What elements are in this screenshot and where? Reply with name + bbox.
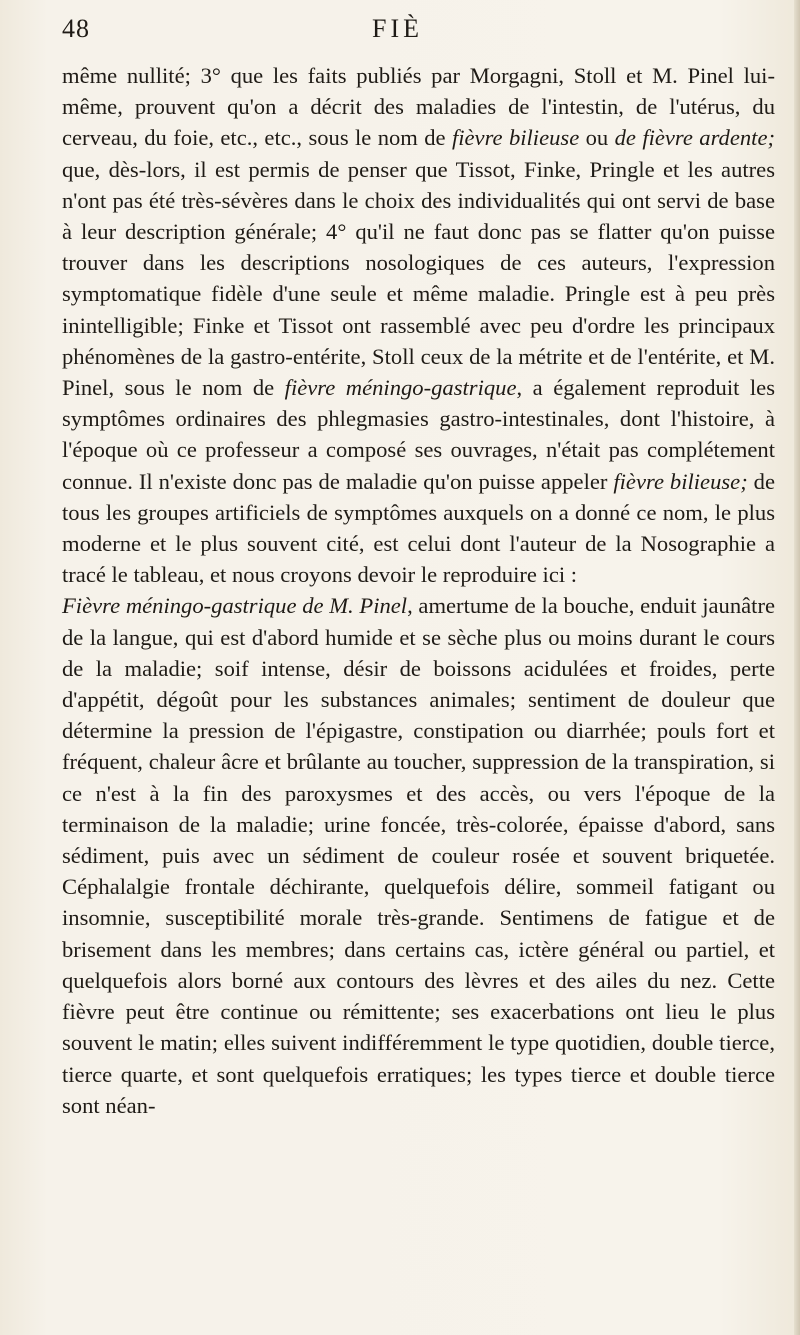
text-run: même nullité; 3° que les faits publiés par Morgagni, Stoll et M. Pinel lui-même, prouvent qu'on a décrit des maladies de l'intestin, de l'utérus, du cerveau, du foie, etc., etc., sous le nom de	[62, 63, 775, 151]
italic-term: fièvre méningo-gastrique	[284, 375, 517, 401]
italic-term: Fièvre méningo-gastrique de M. Pinel	[62, 593, 408, 619]
page-edge-shadow	[794, 0, 800, 1335]
text-run: que, dès-lors, il est permis de penser que Tissot, Finke, Pringle et les autres n'ont pas été très-sévères dans le choix des individualités qui ont servi de base à leur description générale; 4° qu'il ne faut donc pas se flatter qu'on puisse trouver dans les descriptions nosologiques de ces auteurs, l'expression symptomatique fidèle d'une seule et même maladie. Pringle est à peu près inintelligible; Finke et Tissot ont rassemblé avec peu d'ordre les principaux phénomènes de la gastro-entérite, Stoll ceux de la métrite et de l'entérite, et M. Pinel, sous le nom de	[62, 156, 775, 401]
italic-term: fièvre bilieuse	[451, 125, 580, 151]
text-run: ou	[579, 125, 615, 151]
page-number: 48	[62, 14, 90, 43]
text-run: , a également reproduit les symptômes ordinaires des phlegmasies gastro-intestinales, dont l'histoire, à l'époque où ce professeur a composé ses ouvrages, n'était pas complétement connue. Il n'existe donc pas de maladie qu'on puisse appeler	[62, 375, 775, 494]
text-run: , amertume de la bouche, enduit jaunâtre de la langue, qui est d'abord humide et se sèche plus ou moins durant le cours de la maladie; soif intense, désir de boissons acidulées et froides, perte d'appétit, dégoût pour les substances animales; sentiment de douleur que détermine la pression de l'épigastre, constipation ou diarrhée; pouls fort et fréquent, chaleur âcre et brûlante au toucher, suppression de la transpiration, si ce n'est à la fin des paroxysmes et des accès, ou vers l'époque de la terminaison de la maladie; urine foncée, très-colorée, épaisse d'abord, sans sédiment, puis avec un sédiment de couleur rosée et souvent briquetée. Céphalalgie frontale déchirante, quelquefois délire, sommeil fatigant ou insomnie, susceptibilité morale très-grande. Sentimens de fatigue et de brisement dans les membres; dans certains cas, ictère général ou partiel, et quelquefois alors borné aux contours des lèvres et des ailes du nez. Cette fièvre peut être continue ou rémittente; ses exacerbations ont lieu le plus souvent le matin; elles suivent indifféremment le type quotidien, double tierce, tierce quarte, et sont quelquefois erratiques; les types tierce et double tierce sont néan-	[62, 593, 776, 1118]
body-text	[62, 60, 775, 1121]
italic-term: fièvre bilieuse;	[613, 468, 748, 494]
paragraph-2	[62, 590, 775, 1120]
paragraph-1	[62, 60, 775, 590]
page-header	[62, 14, 772, 54]
text-run: de tous les groupes artificiels de symptômes auxquels on a donné ce nom, le plus moderne et le plus souvent cité, est celui dont l'auteur de la Nosographie a tracé le tableau, et nous croyons devoir le reproduire ici :	[62, 468, 775, 588]
running-head: FIÈ	[372, 14, 423, 43]
italic-term: de fièvre ardente;	[614, 125, 776, 151]
